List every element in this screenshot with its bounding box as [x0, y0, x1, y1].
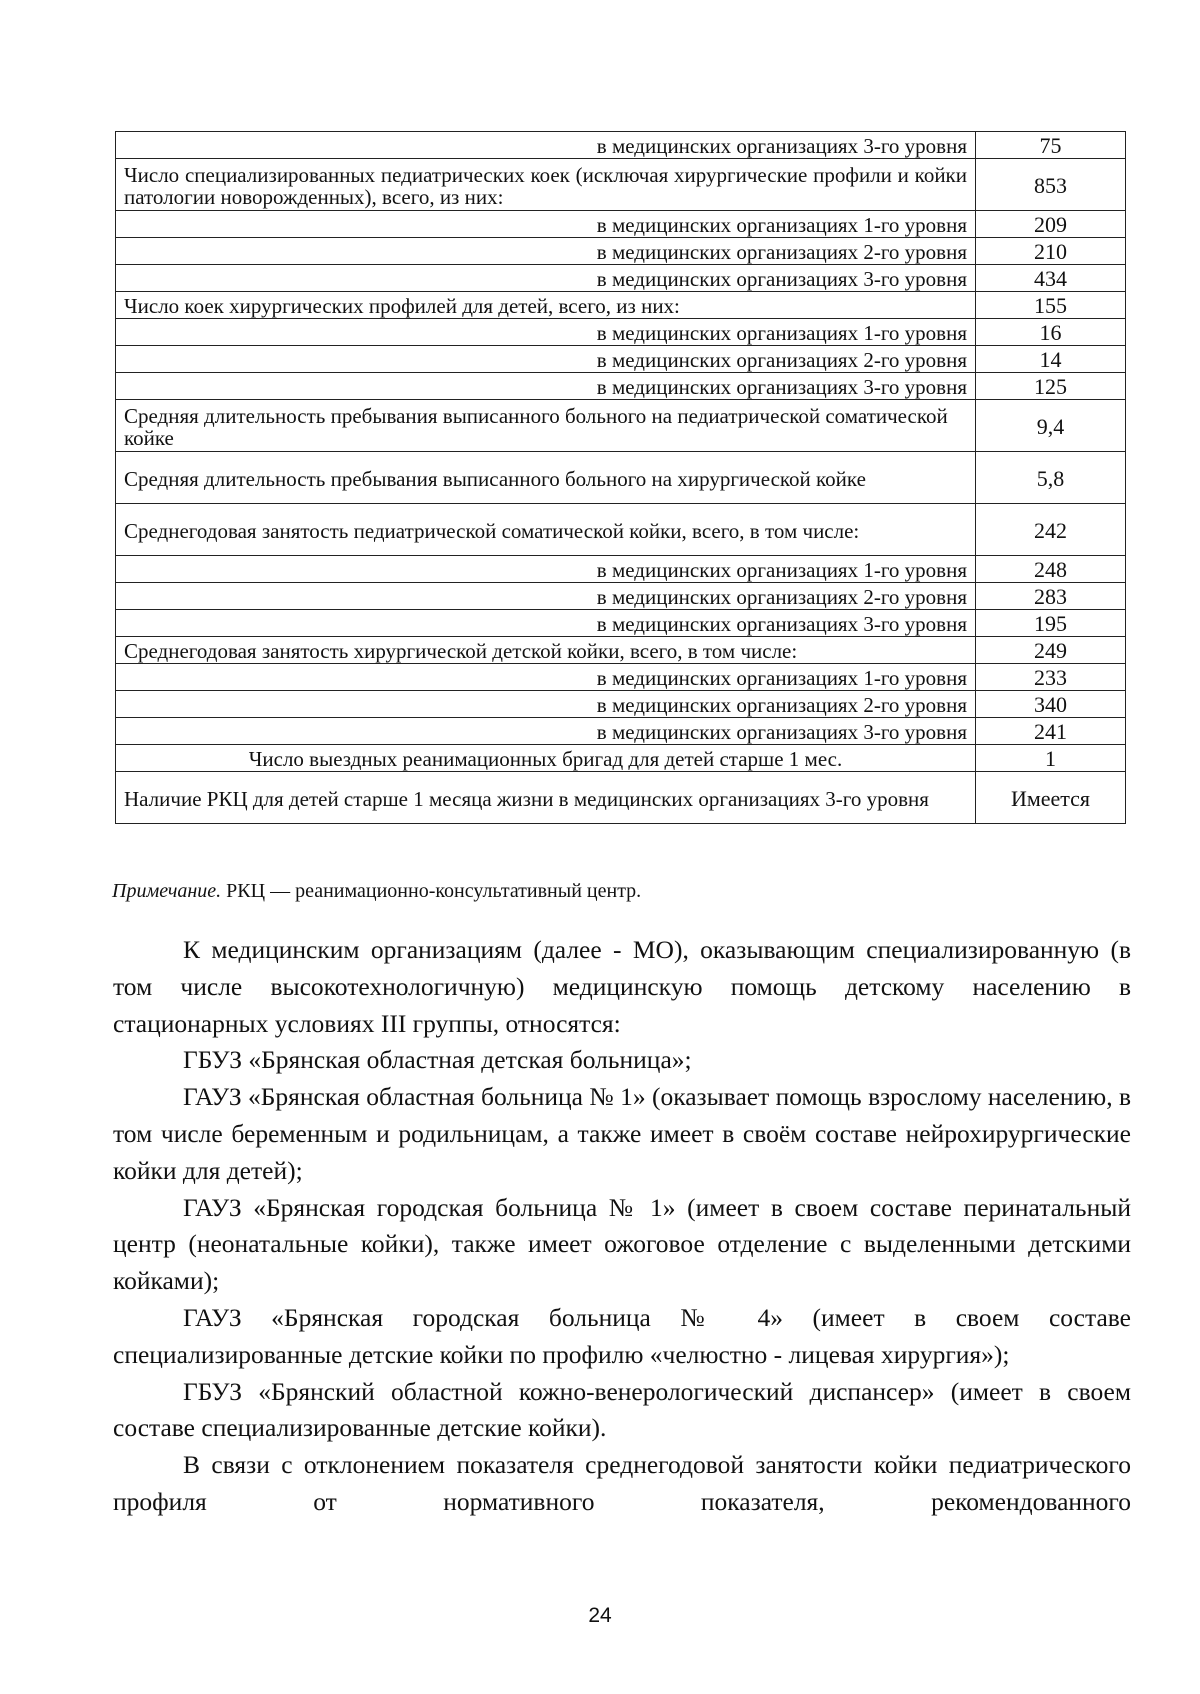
row-label: в медицинских организациях 3-го уровня	[116, 373, 976, 400]
table-row	[116, 583, 1126, 610]
table-row	[116, 745, 1126, 772]
row-value: 242	[976, 504, 1126, 556]
row-label: Число специализированных педиатрических коек (исключая хирургические профили и койки патологии новорожденных), всего, из них:	[116, 159, 976, 211]
table-row	[116, 400, 1126, 452]
table-row	[116, 610, 1126, 637]
row-label: Число выездных реанимационных бригад для детей старше 1 мес.	[116, 745, 976, 772]
row-label: в медицинских организациях 3-го уровня	[116, 610, 976, 637]
row-value: 249	[976, 637, 1126, 664]
table-row	[116, 373, 1126, 400]
body-text	[113, 932, 1131, 1521]
table-row	[116, 452, 1126, 504]
row-value: 1	[976, 745, 1126, 772]
paragraph: ГБУЗ «Брянская областная детская больница»;	[183, 1045, 692, 1075]
paragraph: ГАУЗ «Брянская городская больница № 4» (имеет в своем составе специализированные детские койки по профилю «челюстно - лицевая хирургия»);	[113, 1302, 1131, 1369]
row-label: в медицинских организациях 1-го уровня	[116, 319, 976, 346]
row-label: в медицинских организациях 3-го уровня	[116, 265, 976, 292]
table-row	[116, 556, 1126, 583]
table-row	[116, 664, 1126, 691]
row-value: 155	[976, 292, 1126, 319]
paragraph: ГБУЗ «Брянский областной кожно-венерологический диспансер» (имеет в своем составе специализированные детские койки).	[113, 1376, 1131, 1443]
row-value: 283	[976, 583, 1126, 610]
paragraph: ГАУЗ «Брянская областная больница № 1» (оказывает помощь взрослому населению, в том числе беременным и родильницам, а также имеет в своём составе нейрохирургические койки для детей);	[113, 1082, 1131, 1185]
row-value: 9,4	[976, 400, 1126, 452]
row-value: 210	[976, 238, 1126, 265]
table-row	[116, 265, 1126, 292]
row-label: в медицинских организациях 1-го уровня	[116, 664, 976, 691]
paragraph: К медицинским организациям (далее - МО), оказывающим специализированную (в том числе высокотехнологичную) медицинскую помощь детскому населению в стационарных условиях III группы, относятся:	[113, 935, 1131, 1038]
row-value: 5,8	[976, 452, 1126, 504]
paragraph: ГАУЗ «Брянская городская больница № 1» (имеет в своем составе перинатальный центр (неонатальные койки), также имеет ожоговое отделение с выделенными детскими койками);	[113, 1192, 1131, 1296]
row-value: 434	[976, 265, 1126, 292]
row-value: 195	[976, 610, 1126, 637]
row-value: 209	[976, 211, 1126, 238]
paragraph: В связи с отклонением показателя среднегодовой занятости койки педиатрического профиля от нормативного показателя, рекомендованного	[113, 1450, 1131, 1516]
row-label: Средняя длительность пребывания выписанного больного на педиатрической соматической койке	[116, 400, 976, 452]
row-value: 233	[976, 664, 1126, 691]
row-value: 248	[976, 556, 1126, 583]
table-row	[116, 691, 1126, 718]
row-label: в медицинских организациях 3-го уровня	[116, 718, 976, 745]
row-label: в медицинских организациях 3-го уровня	[116, 132, 976, 159]
table-row	[116, 718, 1126, 745]
row-value: 75	[976, 132, 1126, 159]
row-label: в медицинских организациях 1-го уровня	[116, 211, 976, 238]
table-row	[116, 346, 1126, 373]
row-value: 14	[976, 346, 1126, 373]
table-row	[116, 211, 1126, 238]
row-label: Средняя длительность пребывания выписанного больного на хирургической койке	[116, 452, 976, 504]
note-text: РКЦ — реанимационно-консультативный центр.	[221, 880, 642, 902]
row-label: в медицинских организациях 2-го уровня	[116, 691, 976, 718]
row-value: 853	[976, 159, 1126, 211]
row-label: в медицинских организациях 2-го уровня	[116, 238, 976, 265]
row-value: Имеется	[976, 772, 1126, 824]
note-label: Примечание.	[112, 880, 222, 902]
row-label: Наличие РКЦ для детей старше 1 месяца жизни в медицинских организациях 3-го уровня	[116, 772, 976, 824]
row-label: Среднегодовая занятость педиатрической соматической койки, всего, в том числе:	[116, 504, 976, 556]
row-value: 16	[976, 319, 1126, 346]
page-number: 24	[588, 1604, 612, 1627]
row-value: 340	[976, 691, 1126, 718]
table-row	[116, 319, 1126, 346]
row-label: в медицинских организациях 2-го уровня	[116, 346, 976, 373]
table-row	[116, 772, 1126, 824]
table-row	[116, 637, 1126, 664]
table-row	[116, 159, 1126, 211]
table-row	[116, 504, 1126, 556]
row-value: 125	[976, 373, 1126, 400]
bed-statistics-table	[115, 131, 1126, 824]
row-label: Среднегодовая занятость хирургической детской койки, всего, в том числе:	[116, 637, 976, 664]
row-label: Число коек хирургических профилей для детей, всего, из них:	[116, 292, 976, 319]
table-row	[116, 132, 1126, 159]
row-value: 241	[976, 718, 1126, 745]
row-label: в медицинских организациях 2-го уровня	[116, 583, 976, 610]
row-label: в медицинских организациях 1-го уровня	[116, 556, 976, 583]
table-note	[112, 880, 641, 903]
table-row	[116, 292, 1126, 319]
table-row	[116, 238, 1126, 265]
